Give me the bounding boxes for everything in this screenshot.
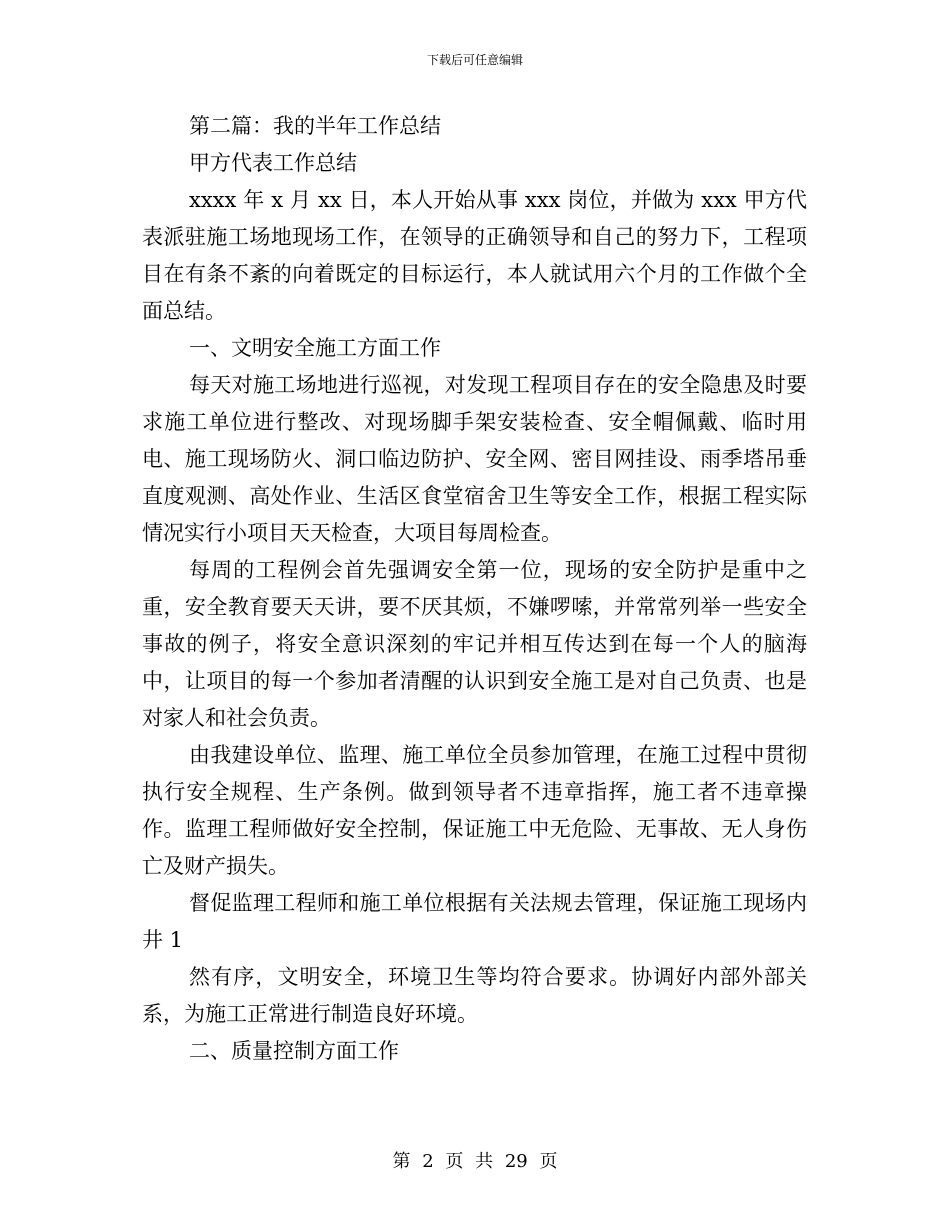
paragraph: 每周的工程例会首先强调安全第一位，现场的安全防护是重中之重，安全教育要天天讲，要不厌其烦，不嫌啰嗦，并常常列举一些安全事故的例子，将安全意识深刻的牢记并相互传达到在每一个人的脑海中，让项目的每一个参加者清醒的认识到安全施工是对自己负责、也是对家人和社会负责。	[142, 558, 807, 730]
document-subtitle: 甲方代表工作总结	[189, 151, 357, 175]
page-header: 下载后可任意编辑	[426, 53, 523, 67]
section-heading: 一、文明安全施工方面工作	[189, 336, 441, 360]
paragraph: 由我建设单位、监理、施工单位全员参加管理，在施工过程中贯彻执行安全规程、生产条例。做到领导者不违章指挥，施工者不违章操作。监理工程师做好安全控制，保证施工中无危险、无事故、无人身伤亡及财产损失。	[142, 743, 807, 878]
document-body	[142, 108, 807, 1070]
paragraph: 然有序，文明安全，环境卫生等均符合要求。协调好内部外部关系，为施工正常进行制造良好环境。	[142, 965, 807, 1026]
section-heading: 二、质量控制方面工作	[189, 1039, 399, 1063]
paragraph: 每天对施工场地进行巡视，对发现工程项目存在的安全隐患及时要求施工单位进行整改、对现场脚手架安装检查、安全帽佩戴、临时用电、施工现场防火、洞口临边防护、安全网、密目网挂设、雨季塔吊垂直度观测、高处作业、生活区食堂宿舍卫生等安全工作，根据工程实际情况实行小项目天天检查，大项目每周检查。	[142, 373, 807, 545]
paragraph: 督促监理工程师和施工单位根据有关法规去管理，保证施工现场内井 1	[142, 891, 807, 952]
paragraph: xxxx 年 x 月 xx 日，本人开始从事 xxx 岗位，并做为 xxx 甲方代表派驻施工场地现场工作，在领导的正确领导和自己的努力下，工程项目在有条不紊的向着既定的目标运行，本人就试用六个月的工作做个全面总结。	[142, 188, 807, 323]
page-number-footer: 第 2 页 共 29 页	[392, 1151, 558, 1172]
section-title: 第二篇：我的半年工作总结	[189, 114, 441, 138]
